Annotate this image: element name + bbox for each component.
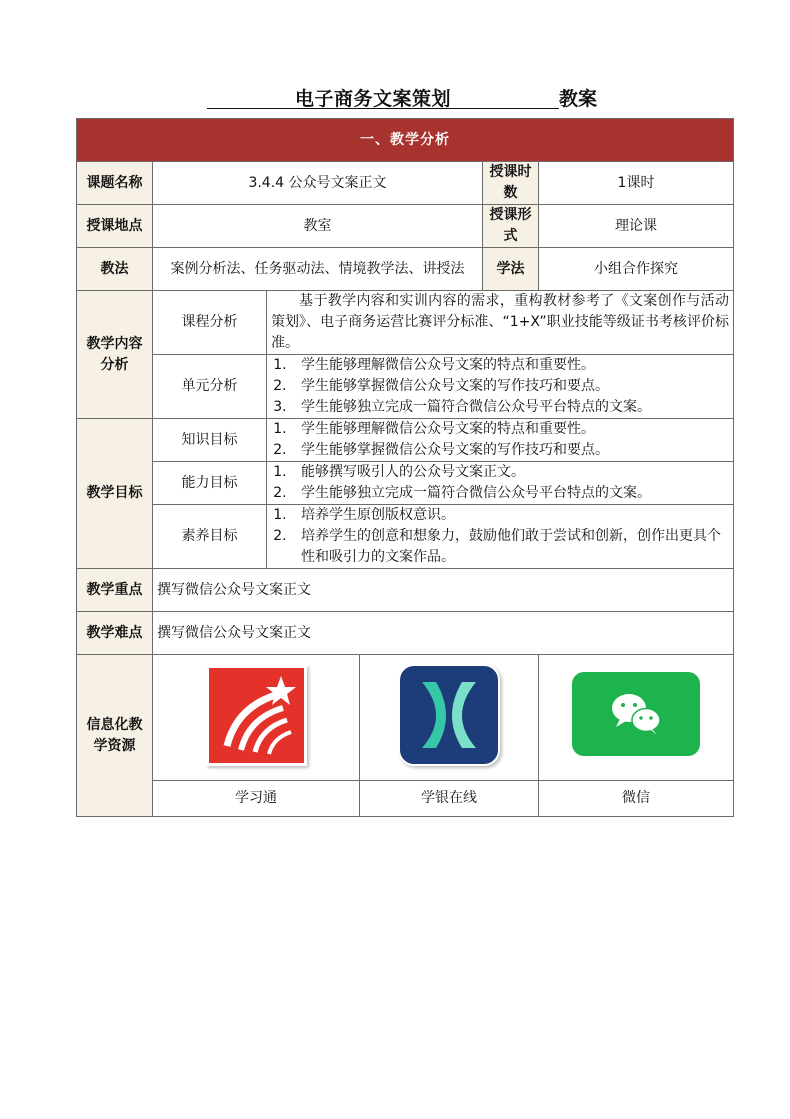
value-teaching-method: 案例分析法、任务驱动法、情境教学法、讲授法 — [153, 248, 483, 291]
list-item: 1. 学生能够理解微信公众号文案的特点和重要性。 — [291, 355, 729, 376]
resource-icon-cell — [539, 655, 734, 781]
ability-goal-list — [271, 462, 729, 504]
row-unit-analysis — [77, 355, 734, 419]
list-item: 3. 学生能够独立完成一篇符合微信公众号平台特点的文案。 — [291, 397, 729, 418]
label-ability-goal: 能力目标 — [153, 462, 267, 505]
label-resources: 信息化教学资源 — [77, 655, 153, 817]
value-course-analysis — [267, 291, 734, 355]
value-hours: 1课时 — [539, 162, 734, 205]
resource-icon-cell — [360, 655, 539, 781]
value-unit-analysis — [267, 355, 734, 419]
label-form: 授课形式 — [483, 205, 539, 248]
value-form: 理论课 — [539, 205, 734, 248]
xuexitong-logo-icon — [206, 665, 307, 766]
value-knowledge-goal — [267, 419, 734, 462]
resource-name-xueyin: 学银在线 — [360, 781, 539, 817]
list-item: 2. 培养学生的创意和想象力，鼓励他们敢于尝试和创新，创作出更具个性和吸引力的文案作品。 — [291, 526, 729, 568]
row-course-analysis — [77, 291, 734, 355]
label-hours: 授课时数 — [483, 162, 539, 205]
label-difficulty: 教学难点 — [77, 612, 153, 655]
wechat-logo-icon — [572, 672, 700, 756]
label-literacy-goal: 素养目标 — [153, 505, 267, 569]
section-header-row — [77, 119, 734, 162]
value-difficulty: 撰写微信公众号文案正文 — [153, 612, 734, 655]
value-literacy-goal — [267, 505, 734, 569]
row-ability-goal — [77, 462, 734, 505]
knowledge-goal-list — [271, 419, 729, 461]
label-learning-method: 学法 — [483, 248, 539, 291]
title-suffix: 教案 — [559, 88, 598, 110]
row-topic — [77, 162, 734, 205]
row-literacy-goal — [77, 505, 734, 569]
value-key-point: 撰写微信公众号文案正文 — [153, 569, 734, 612]
list-item: 2. 学生能够掌握微信公众号文案的写作技巧和要点。 — [291, 376, 729, 397]
resource-name-wechat: 微信 — [539, 781, 734, 817]
row-key-point — [77, 569, 734, 612]
list-item: 2. 学生能够独立完成一篇符合微信公众号平台特点的文案。 — [291, 483, 729, 504]
label-knowledge-goal: 知识目标 — [153, 419, 267, 462]
row-knowledge-goal — [77, 419, 734, 462]
unit-analysis-list — [271, 355, 729, 418]
xueyin-logo-icon — [398, 664, 500, 766]
value-learning-method: 小组合作探究 — [539, 248, 734, 291]
list-item: 1. 学生能够理解微信公众号文案的特点和重要性。 — [291, 419, 729, 440]
row-difficulty — [77, 612, 734, 655]
label-objectives: 教学目标 — [77, 419, 153, 569]
label-key-point: 教学重点 — [77, 569, 153, 612]
course-analysis-text: 基于教学内容和实训内容的需求，重构教材参考了《文案创作与活动策划》、电子商务运营比赛评分标准、“1+X”职业技能等级证书考核评价标准。 — [271, 293, 729, 351]
value-ability-goal — [267, 462, 734, 505]
literacy-goal-list — [271, 505, 729, 568]
value-place: 教室 — [153, 205, 483, 248]
label-unit-analysis: 单元分析 — [153, 355, 267, 419]
row-resource-icons — [77, 655, 734, 781]
label-teaching-method: 教法 — [77, 248, 153, 291]
section-title: 一、教学分析 — [77, 119, 734, 162]
list-item: 1. 能够撰写吸引人的公众号文案正文。 — [291, 462, 729, 483]
row-place — [77, 205, 734, 248]
lesson-plan-table — [76, 118, 734, 817]
list-item: 2. 学生能够掌握微信公众号文案的写作技巧和要点。 — [291, 440, 729, 461]
list-item: 1. 培养学生原创版权意识。 — [291, 505, 729, 526]
document-title — [207, 84, 607, 110]
label-course-analysis: 课程分析 — [153, 291, 267, 355]
resource-icon-cell — [153, 655, 360, 781]
value-topic: 3.4.4 公众号文案正文 — [153, 162, 483, 205]
label-place: 授课地点 — [77, 205, 153, 248]
resource-name-xuexitong: 学习通 — [153, 781, 360, 817]
row-method — [77, 248, 734, 291]
row-resource-names — [77, 781, 734, 817]
course-name: 电子商务文案策划 — [295, 88, 452, 110]
label-content-analysis: 教学内容分析 — [77, 291, 153, 419]
label-topic: 课题名称 — [77, 162, 153, 205]
